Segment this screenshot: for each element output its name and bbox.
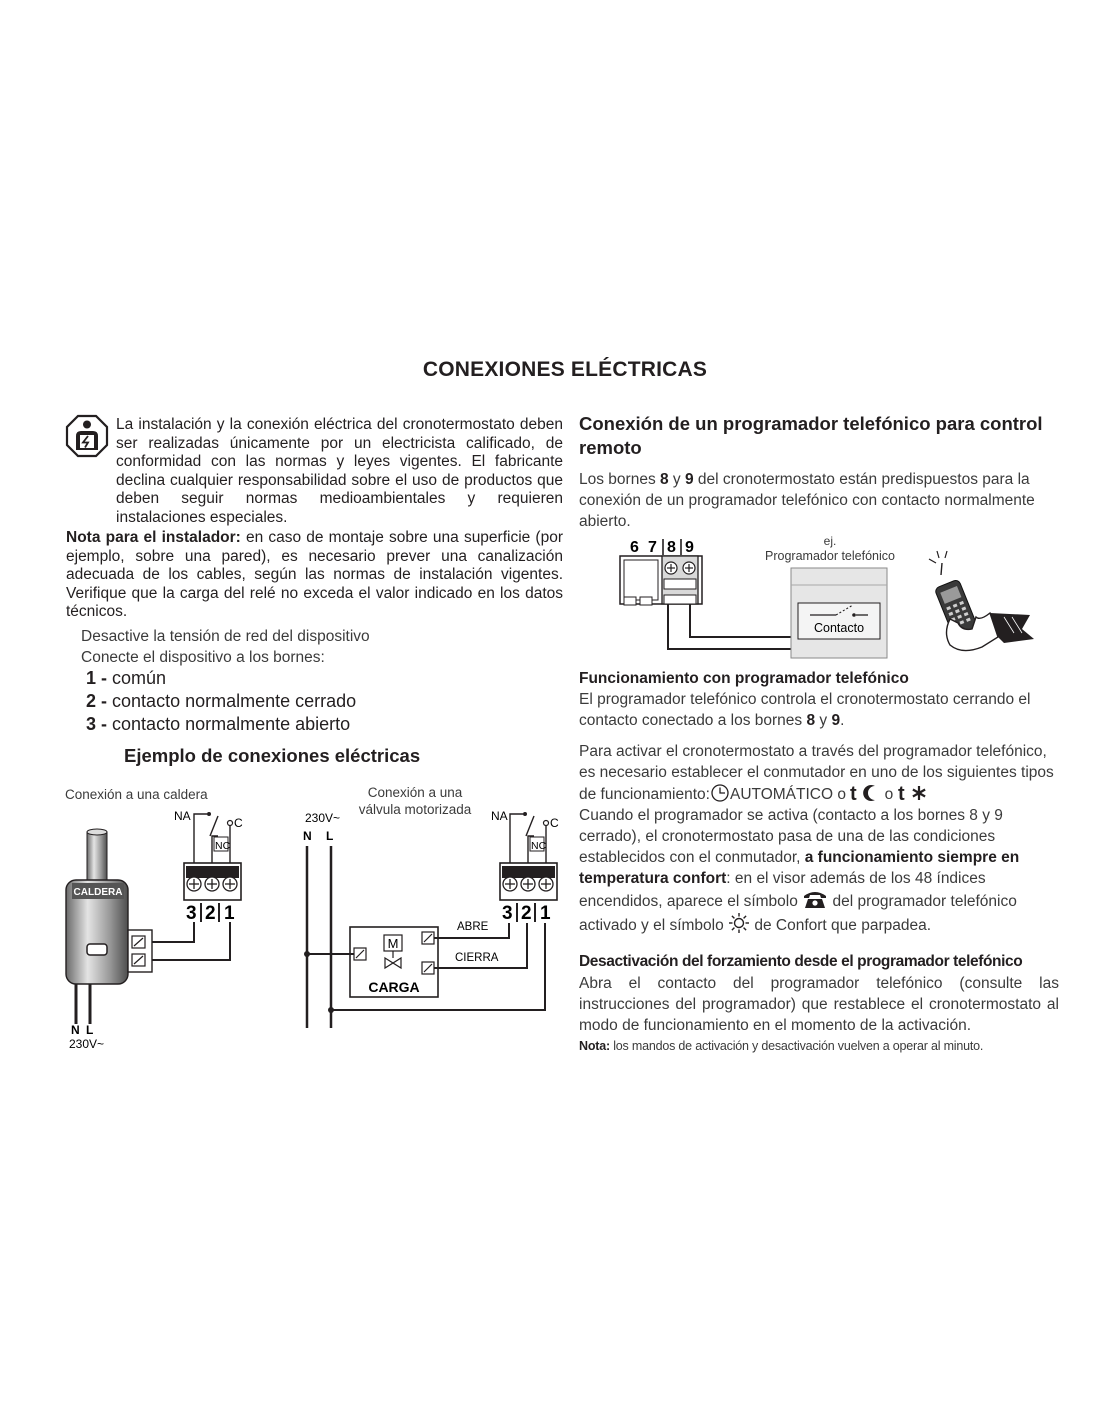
boiler-n-label: N [71,1023,80,1037]
terminal-number: 1 - [86,668,108,688]
remote-intro [579,469,1059,532]
svg-text:t: t [897,783,905,803]
terminal-7: 7 [648,539,657,556]
step-connect: Conecte el dispositivo a los bornes: [81,649,325,666]
terminal-label: común [112,668,167,688]
thermometer-snowflake-icon [898,783,928,803]
terminal-6: 6 [630,539,639,556]
installer-note-label: Nota para el instalador: [66,529,241,546]
operation-heading: Funcionamiento con programador telefónico [579,670,909,687]
motor-label: M [387,936,399,951]
final-note-text: los mandos de activación y desactivación vuelven a operar al minuto. [609,1039,984,1053]
clock-icon [710,784,730,802]
operation-text [579,689,1059,731]
deactivation-text: Abra el contacto del programador telefónico (consulte las instrucciones del programador) que restablece el cronotermostato al modo de funcionamiento en el momento de la activación. [579,975,1059,1034]
boiler-nc: NC [215,840,231,852]
activation-text-part: Para activar el cronotermostato a través del programador telefónico, es necesario establecer el conmutador en uno de los siguientes tipos de funcionamiento: [579,743,1054,803]
abre-label: ABRE [457,921,489,933]
terminal-number: 3 - [86,714,108,734]
boiler-t1: 1 [224,903,235,924]
terminal-list [86,667,356,736]
terminal-number: 2 - [86,691,108,711]
valve-na: NA [491,809,508,823]
valve-l-label: L [326,829,334,843]
boiler-t3: 3 [186,903,197,924]
eg-label: ej. [823,534,837,548]
operation-terminal-8: 8 [806,712,816,729]
sun-comfort-icon [728,912,750,934]
warning-paragraph: La instalación y la conexión eléctrica del cronotermostato deben ser realizadas únicamente por un electricista calificado, de conformidad con las normas y leyes vigentes. El fabricante declina cualquier responsabilidad sobre el uso de productos que deben seguir normas medioambientales y requieren instalaciones especiales. [116,416,563,526]
mobile-phone-icon [929,551,1034,651]
boiler-wiring-diagram [60,800,260,1060]
boiler-l-label: L [86,1023,94,1037]
installer-note [66,529,563,622]
installer-note-text: en caso de montaje sobre una superficie (por ejemplo, sobre una pared), es necesario prever una canalización adecuada de los cables, según las normas de instalación vigentes. Verifique que la carga del relé no exceda el valor indicado en los datos técnicos. [66,529,563,620]
terminal-8: 8 [667,539,676,556]
valve-n-label: N [303,829,312,843]
activation-emphasis: a funcionamiento [804,849,934,866]
remote-heading: Conexión de un programador telefónico para control remoto [579,413,1043,458]
intro-text: Los bornes [579,471,660,488]
boiler-c: C [234,816,243,830]
electrician-warning-icon [65,414,109,458]
programmer-label: Programador telefónico [765,549,895,563]
boiler-na: NA [174,809,191,823]
valve-nc: NC [531,840,547,852]
intro-text: del cronotermostato están predispuestos para la conexión de un programador telefónico con contacto normalmente abierto. [579,471,1035,530]
boiler-t2: 2 [205,903,216,924]
terminal-label: contacto normalmente cerrado [112,691,357,711]
valve-c: C [550,816,559,830]
cierra-label: CIERRA [455,952,499,964]
intro-terminal-8: 8 [660,471,669,488]
boiler-label: CALDERA [73,887,123,898]
phone-programmer-diagram [610,533,1050,665]
load-label: CARGA [368,979,420,995]
operation-terminal-9: 9 [831,712,841,729]
list-item [86,690,356,713]
list-item [86,713,356,736]
valve-t1: 1 [540,903,551,924]
valve-caption-line1: Conexión a una [367,785,463,800]
valve-voltage: 230V~ [305,811,341,825]
boiler-voltage: 230V~ [69,1037,105,1051]
step-disconnect: Desactive la tensión de red del dispositivo [81,628,370,645]
final-note-label: Nota: [579,1039,610,1053]
boiler-caption: Conexión a una caldera [65,787,208,802]
activation-emphasis: siempre en temperatura confort [579,849,1020,887]
deactivation-heading: Desactivación del forzamiento desde el programador telefónico [579,953,1023,970]
page-title: CONEXIONES ELÉCTRICAS [422,358,708,381]
terminal-9: 9 [685,539,694,556]
svg-text:t: t [850,783,857,803]
example-heading: Ejemplo de conexiones eléctricas [124,745,421,766]
operation-text-part: . [840,712,845,729]
contact-label: Contacto [813,621,865,635]
intro-text: y [668,471,685,488]
intro-terminal-9: 9 [685,471,694,488]
final-note [579,1039,1059,1053]
valve-wiring-diagram [295,800,565,1040]
terminal-label: contacto normalmente abierto [112,714,351,734]
telephone-icon [802,889,828,909]
valve-t2: 2 [521,903,532,924]
valve-t3: 3 [502,903,513,924]
activation-text-part: : en el visor además de los 48 índices encendidos, aparece el símbolo [579,870,986,910]
operation-text-part: y [815,712,832,729]
activation-text-part: de Confort que parpadea. [750,917,932,934]
thermometer-moon-icon [850,783,880,803]
list-item [86,667,356,690]
operation-text-part: El programador telefónico controla el cronotermostato cerrando el contacto conectado a los bornes [579,691,1031,729]
activation-text-part: Cuando el programador se activa (contacto a los bornes 8 y 9 cerrado), el cronotermostato pasa de una de las condiciones establecidos con el conmutador, [579,807,1003,866]
or-label: o [884,786,894,803]
automatic-label: AUTOMÁTICO o [729,786,846,803]
activation-text [579,741,1059,936]
valve-caption-line2: válvula motorizada [358,802,472,817]
activation-text-part: del programador telefónico activado y el símbolo [579,893,1017,934]
